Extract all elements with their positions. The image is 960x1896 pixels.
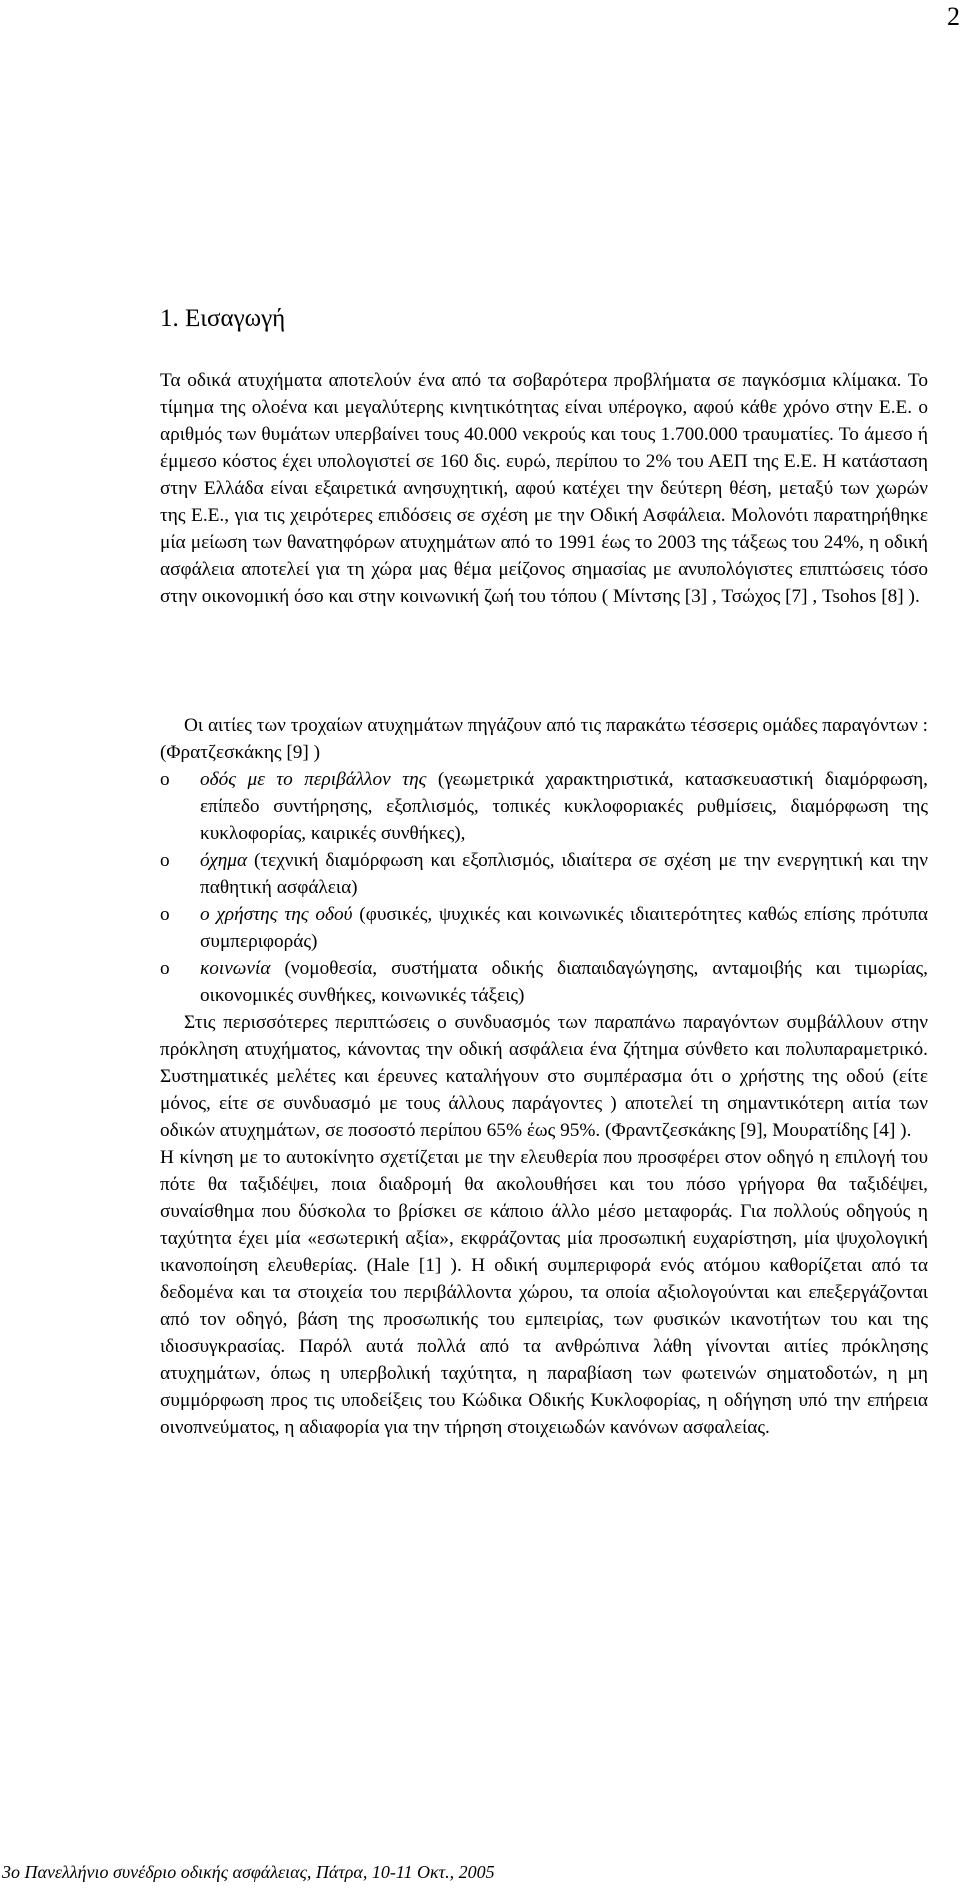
bullet-marker: o [160,904,170,925]
factor-term: όχημα [200,850,248,871]
bullet-marker: o [160,850,170,871]
factor-list [160,766,928,1009]
conference-footer: 3ο Πανελλήνιο συνέδριο οδικής ασφάλειας, Πάτρα, 10-11 Οκτ., 2005 [2,1862,495,1882]
factor-text: (γεωμετρικά χαρακτηριστικά, κατασκευαστική διαμόρφωση, επίπεδο συντήρησης, εξοπλισμός, τοπικές κυκλοφοριακές ρυθμίσεις, διαμόρφωση της κυκλοφορίας, καιρικές συνθήκες), [200,769,928,844]
bullet-marker: o [160,769,170,790]
paragraph-causes: Οι αιτίες των τροχαίων ατυχημάτων πηγάζουν από τις παρακάτω τέσσερις ομάδες παραγόντων : (Φρατζεσκάκης [9] ) [160,715,928,763]
bullet-marker: o [160,958,170,979]
paragraph-driving: Η κίνηση με το αυτοκίνητο σχετίζεται με την ελευθερία που προσφέρει στον οδηγό η επιλογή του πότε θα ταξιδέψει, ποια διαδρομή θα ακολουθήσει και του πόσο γρήγορα θα ταξιδέψει, συναίσθημα που δύσκολα το βρίσκει σε κάποιο άλλο μέσο μεταφοράς. Για πολλούς οδηγούς η ταχύτητα έχει μία «εσωτερική αξία», εκφράζοντας μία προσωπική ευχαρίστηση, μία ψυχολογική ικανοποίηση ελευθερίας. (Hale [1] ). Η οδική συμπεριφορά ενός ατόμου καθορίζεται από τα δεδομένα και τα στοιχεία του περιβάλλοντα χώρου, τα οποία αξιολογούνται και επεξεργάζονται από τον οδηγό, βάση της προσωπικής του εμπειρίας, των φυσικών ικανοτήτων του και της ιδιοσυγκρασίας. Παρόλ αυτά πολλά από τα ανθρώπινα λάθη γίνονται αιτίες πρόκλησης ατυχημάτων, όπως η υπερβολική ταχύτητα, η παραβίαση των φωτεινών σηματοδοτών, η μη συμμόρφωση προς τις υποδείξεις του Κώδικα Οδικής Κυκλοφορίας, η οδήγηση υπό την επήρεια οινοπνεύματος, η αδιαφορία για την τήρηση στοιχειωδών κανόνων ασφαλείας. [160,1147,928,1438]
factor-text: (τεχνική διαμόρφωση και εξοπλισμός, ιδιαίτερα σε σχέση με την ενεργητική και την παθητική ασφάλεια) [200,850,928,898]
section-heading: 1. Εισαγωγή [160,305,286,332]
factor-term: ο χρήστης της οδού [200,904,353,925]
paragraph-combination: Στις περισσότερες περιπτώσεις ο συνδυασμός των παραπάνω παραγόντων συμβάλλουν στην πρόκληση ατυχήματος, κάνοντας την οδική ασφάλεια ένα ζήτημα σύνθετο και πολυπαραμετρικό. Συστηματικές μελέτες και έρευνες καταλήγουν στο συμπέρασμα ότι ο χρήστης της οδού (είτε μόνος, είτε σε συνδυασμό με τους άλλους παράγοντες ) αποτελεί τη σημαντικότερη αιτία των οδικών ατυχημάτων, σε ποσοστό περίπου 65% έως 95%. (Φραντζεσκάκης [9], Μουρατίδης [4] ). [160,1012,928,1141]
list-item [160,955,928,1009]
page-number: 2 [947,2,960,31]
intro-block [160,367,928,610]
list-item [160,901,928,955]
list-item [160,766,928,847]
factor-text: (φυσικές, ψυχικές και κοινωνικές ιδιαιτερότητες καθώς επίσης πρότυπα συμπεριφοράς) [200,904,928,952]
factor-text: (νομοθεσία, συστήματα οδικής διαπαιδαγώγησης, ανταμοιβής και τιμωρίας, οικονομικές συνθήκες, κοινωνικές τάξεις) [200,958,928,1006]
list-item [160,847,928,901]
factor-term: οδός με το περιβάλλον της [200,769,427,790]
factor-term: κοινωνία [200,958,271,979]
paragraph-intro: Τα οδικά ατυχήματα αποτελούν ένα από τα σοβαρότερα προβλήματα σε παγκόσμια κλίμακα. Το τίμημα της ολοένα και μεγαλύτερης κινητικότητας είναι υπέρογκο, αφού κάθε χρόνο στην Ε.Ε. ο αριθμός των θυμάτων υπερβαίνει τους 40.000 νεκρούς και τους 1.700.000 τραυματίες. Το άμεσο ή έμμεσο κόστος έχει υπολογιστεί σε 160 δις. ευρώ, περίπου το 2% του ΑΕΠ της Ε.Ε. Η κατάσταση στην Ελλάδα είναι εξαιρετικά ανησυχητική, αφού κατέχει την δεύτερη θέση, μεταξύ των χωρών της Ε.Ε., για τις χειρότερες επιδόσεις σε σχέση με την Οδική Ασφάλεια. Μολονότι παρατηρήθηκε μία μείωση των θανατηφόρων ατυχημάτων από το 1991 έως το 2003 της τάξεως του 24%, η οδική ασφάλεια αποτελεί για τη χώρα μας θέμα μείζονος σημασίας με ανυπολόγιστες επιπτώσεις τόσο στην οικονομική όσο και στην κοινωνική ζωή του τόπου ( Μίντσης [3] , Τσώχος [7] , Tsohos [8] ). [160,370,928,607]
body-block [160,712,928,1441]
